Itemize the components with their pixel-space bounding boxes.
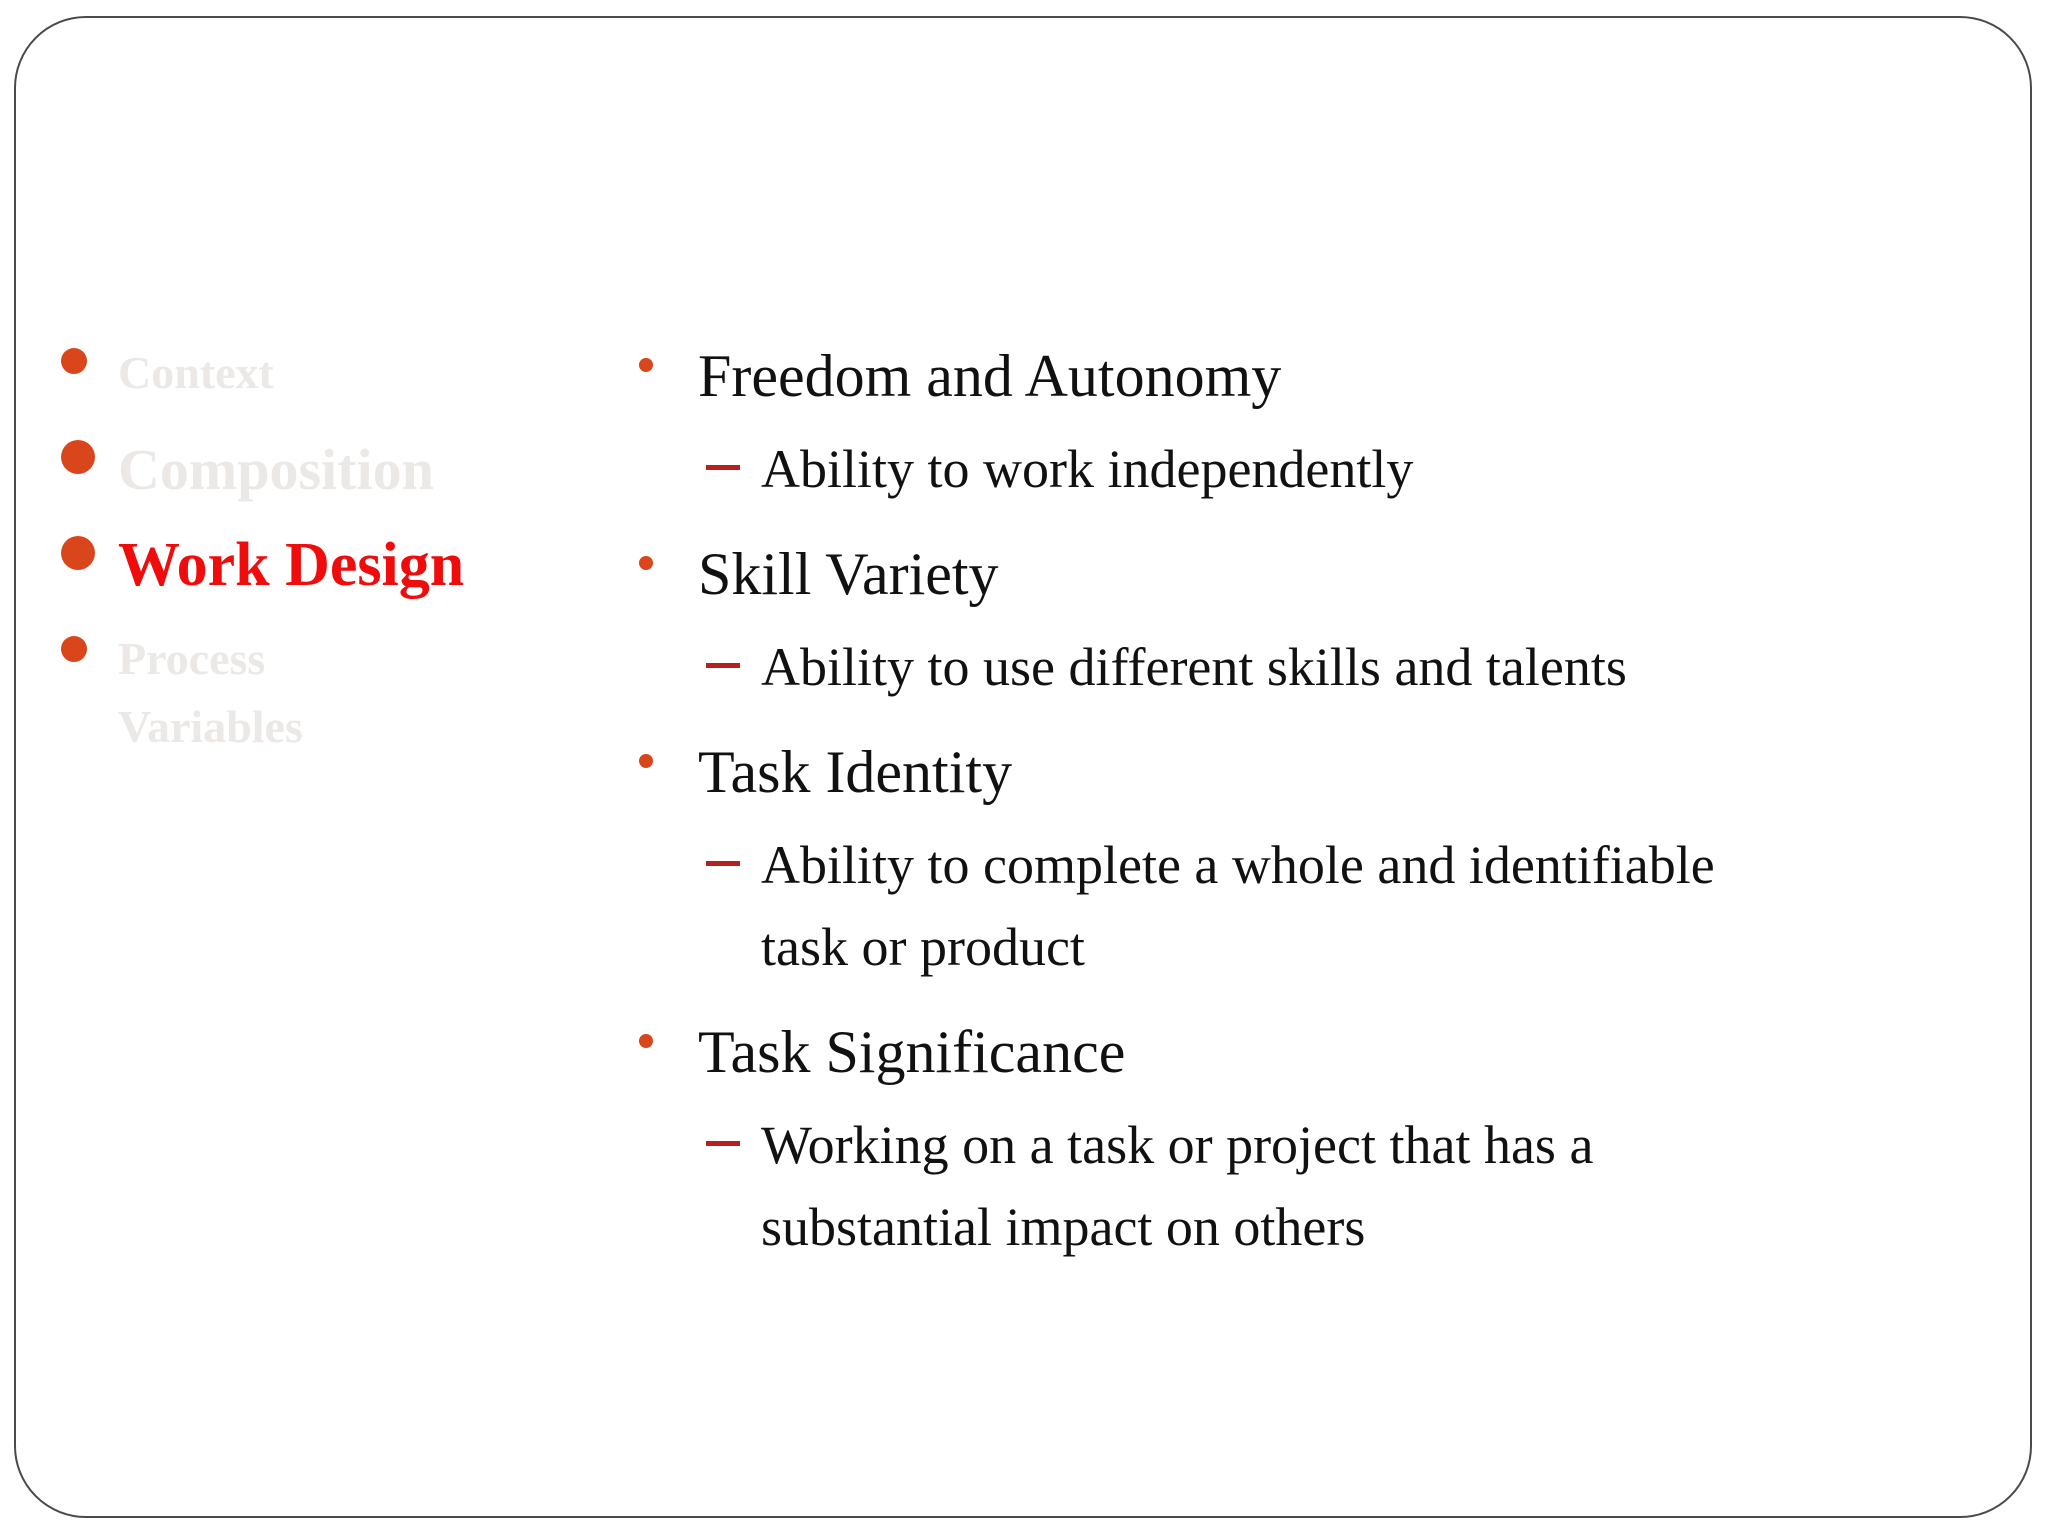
nav-item-label-line2: Variables [118, 701, 303, 752]
bullet-detail-line2: task or product [761, 917, 1085, 977]
nav-item-label: Work Design [118, 531, 465, 599]
dash-icon [706, 861, 740, 866]
slide [14, 16, 2032, 1518]
bullet-detail: Ability to use different skills and talents [761, 637, 1627, 697]
bullet-heading: Skill Variety [698, 541, 999, 607]
nav-item-label: Context [118, 347, 274, 398]
nav-item-label: Composition [118, 437, 434, 502]
bullet-dot-icon [639, 1034, 653, 1048]
bullet-detail-line2: substantial impact on others [761, 1197, 1366, 1257]
dash-icon [706, 465, 740, 470]
bullet-heading: Task Significance [698, 1019, 1126, 1085]
dash-icon [706, 663, 740, 668]
dash-icon [706, 1141, 740, 1146]
bullet-detail: Ability to work independently [761, 439, 1414, 499]
bullet-heading: Task Identity [698, 739, 1013, 805]
slide-body [16, 18, 2030, 1516]
bullet-dot-icon [639, 556, 653, 570]
bullet-dot-icon [639, 754, 653, 768]
bullet-dot-icon [639, 358, 653, 372]
bullet-detail-line1: Working on a task or project that has a [761, 1115, 1594, 1175]
bullet-detail-line1: Ability to complete a whole and identifiable [761, 835, 1715, 895]
nav-item-label-line1: Process [118, 633, 266, 684]
bullet-heading: Freedom and Autonomy [698, 343, 1282, 409]
